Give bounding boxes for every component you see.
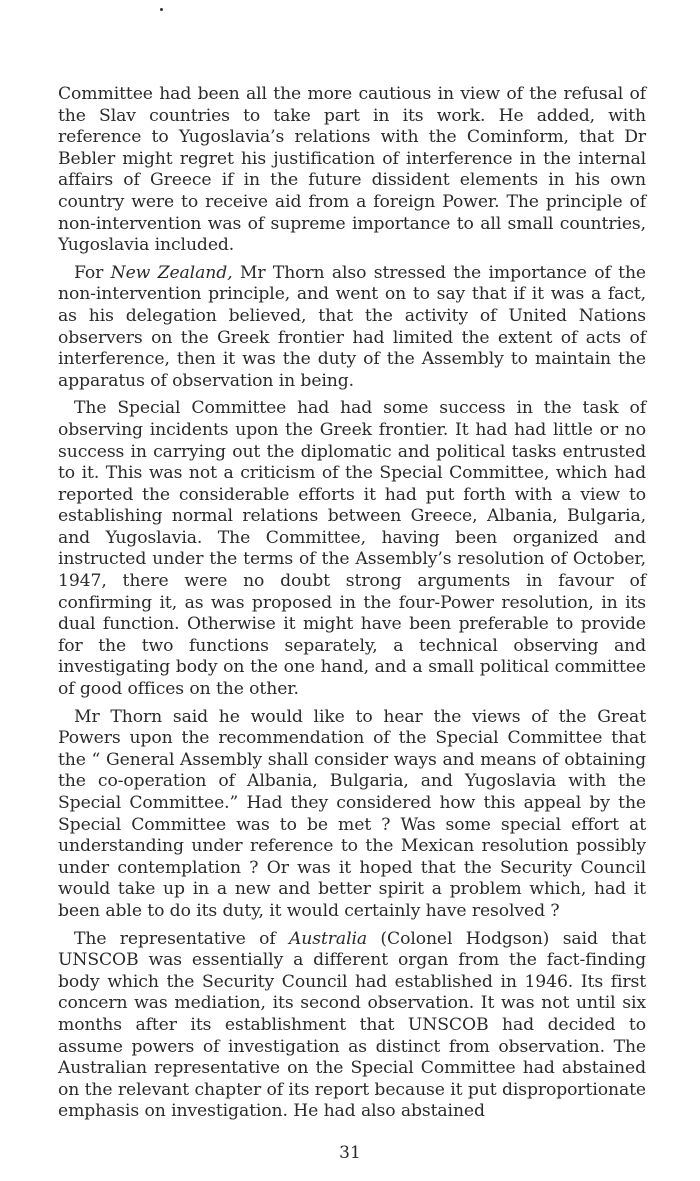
country-new-zealand: New Zealand,	[110, 262, 233, 283]
page-body	[58, 84, 646, 1129]
paragraph-5-rest: (Colonel Hodgson) said that UNSCOB was essentially a different organ from the fact-finding body which the Security Council had established in 1946. Its first concern was mediation, its second observation. It was not until six months after its establishment that UNSCOB had decided to assume powers of investigation as distinct from observation. The Australian representative on the Special Committee had abstained on the relevant chapter of its report because it put disproportionate emphasis on investigation. He had also abstained	[58, 928, 646, 1122]
paragraph-3: The Special Committee had had some success in the task of observing incidents upon the Greek frontier. It had had little or no success in carrying out the diplomatic and political tasks entrusted to it. This was not a criticism of the Special Committee, which had reported the considerable efforts it had put forth with a view to establishing normal relations between Greece, Albania, Bulgaria, and Yugoslavia. The Committee, having been organized and instructed under the terms of the Assembly’s resolution of October, 1947, there were no doubt strong arguments in favour of confirming it, as was proposed in the four-Power resolution, in its dual function. Otherwise it might have been preferable to provide for the two functions separately, a technical observing and investigating body on the one hand, and a small political committee of good offices on the other.	[58, 398, 646, 700]
paragraph-2-rest: Mr Thorn also stressed the importance of the non-intervention principle, and went on to say that if it was a fact, as his delegation believed, that the activity of United Nations observers on the Greek frontier had limited the extent of acts of interference, then it was the duty of the Assembly to maintain the apparatus of observation in being.	[58, 262, 646, 391]
page-number: 31	[339, 1143, 361, 1163]
paragraph-4: Mr Thorn said he would like to hear the views of the Great Powers upon the recommendation of the Special Committee that the “ General Assembly shall consider ways and means of obtaining the co-operation of Albania, Bulgaria, and Yugoslavia with the Special Committee.” Had they considered how this appeal by the Special Committee was to be met ? Was some special effort at understanding under reference to the Mexican resolution possibly under contemplation ? Or was it hoped that the Security Council would take up in a new and better spirit a problem which, had it been able to do its duty, it would certainly have resolved ?	[58, 706, 646, 921]
paragraph-5-lead: The representative of	[74, 928, 289, 949]
country-australia: Australia	[289, 928, 368, 949]
paragraph-2-lead: For	[74, 262, 111, 283]
paragraph-1: Committee had been all the more cautious in view of the refusal of the Slav countries to take part in its work. He added, with reference to Yugoslavia’s relations with the Cominform, that Dr Bebler might regret his justification of interference in the internal affairs of Greece if in the future dissident elements in his own country were to receive aid from a foreign Power. The principle of non-intervention was of supreme importance to all small countries, Yugoslavia included.	[58, 84, 646, 256]
scan-speck	[160, 8, 163, 11]
paragraph-5	[58, 929, 646, 1123]
paragraph-2	[58, 263, 646, 393]
